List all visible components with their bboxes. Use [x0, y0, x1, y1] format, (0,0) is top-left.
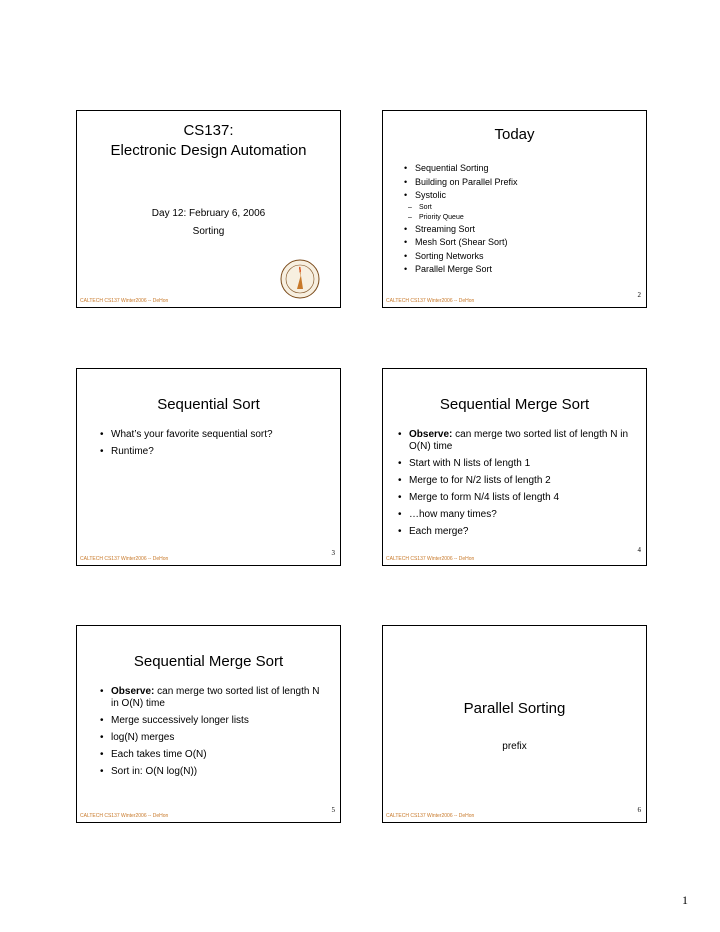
list-item: • Systolic: [404, 190, 447, 200]
list-item: • Observe: can merge two sorted list of length N in O(N) time: [100, 686, 320, 709]
list-item: • log(N) merges: [100, 732, 175, 743]
slide-number: 4: [637, 546, 641, 554]
slide-6: [382, 625, 647, 823]
list-subitem: – Sort: [408, 203, 432, 211]
list-item: • Each takes time O(N): [100, 749, 207, 760]
bullet-list: [397, 429, 637, 543]
slide-footer: CALTECH CS137 Winter2006 -- DeHon: [80, 813, 169, 819]
slide-footer: CALTECH CS137 Winter2006 -- DeHon: [386, 298, 475, 304]
slide-number: 5: [331, 806, 335, 814]
slide-number: 6: [637, 806, 641, 814]
slide-title: Sequential Merge Sort: [133, 653, 284, 670]
slide-title: Parallel Sorting: [463, 700, 566, 717]
slide-subtitle: prefix: [502, 741, 527, 752]
list-item: • …how many times?: [398, 509, 497, 520]
list-item: • Start with N lists of length 1: [398, 458, 531, 469]
list-item: • Streaming Sort: [404, 223, 476, 234]
list-item: • Mesh Sort (Shear Sort): [404, 237, 508, 247]
page-number: 1: [682, 893, 688, 907]
lecture-topic: Sorting: [192, 226, 225, 237]
slide-footer: CALTECH CS137 Winter2006 -- DeHon: [80, 298, 169, 304]
slide-title: Sequential Merge Sort: [439, 396, 590, 413]
slide-4: [382, 368, 647, 566]
list-item: • Merge successively longer lists: [100, 715, 249, 726]
list-item: • Observe: can merge two sorted list of length N in O(N) time: [398, 429, 628, 452]
slide-footer: CALTECH CS137 Winter2006 -- DeHon: [386, 556, 475, 562]
slide-2: [382, 110, 647, 308]
slide-3: [76, 368, 341, 566]
list-item: • Parallel Merge Sort: [404, 264, 493, 274]
list-item: • Runtime?: [100, 446, 154, 457]
slide-number: 2: [637, 291, 641, 299]
list-item: • Sorting Networks: [404, 250, 484, 261]
lecture-date: Day 12: February 6, 2006: [151, 208, 266, 219]
bullet-list: [99, 686, 329, 783]
list-item: • What’s your favorite sequential sort?: [100, 429, 273, 440]
list-item: • Each merge?: [398, 526, 469, 537]
caltech-seal-icon: [280, 259, 320, 299]
slide-footer: CALTECH CS137 Winter2006 -- DeHon: [386, 813, 475, 819]
slide-title-line2: Electronic Design Automation: [110, 142, 307, 159]
slide-title: CS137:: [183, 122, 234, 139]
list-item: • Merge to for N/2 lists of length 2: [398, 475, 551, 486]
slide-5: [76, 625, 341, 823]
bullet-list: [99, 429, 273, 463]
list-item: • Merge to form N/4 lists of length 4: [398, 492, 560, 503]
list-item: • Sort in: O(N log(N)): [100, 766, 198, 777]
list-item: • Building on Parallel Prefix: [404, 176, 518, 187]
slide-number: 3: [331, 549, 335, 557]
bullet-list: [403, 163, 518, 278]
slide-title: Sequential Sort: [157, 396, 260, 413]
slide-title: Today: [494, 126, 535, 143]
list-item: • Sequential Sorting: [404, 163, 489, 173]
slide-footer: CALTECH CS137 Winter2006 -- DeHon: [80, 556, 169, 562]
slide-1: [76, 110, 341, 308]
list-subitem: – Priority Queue: [408, 213, 464, 221]
